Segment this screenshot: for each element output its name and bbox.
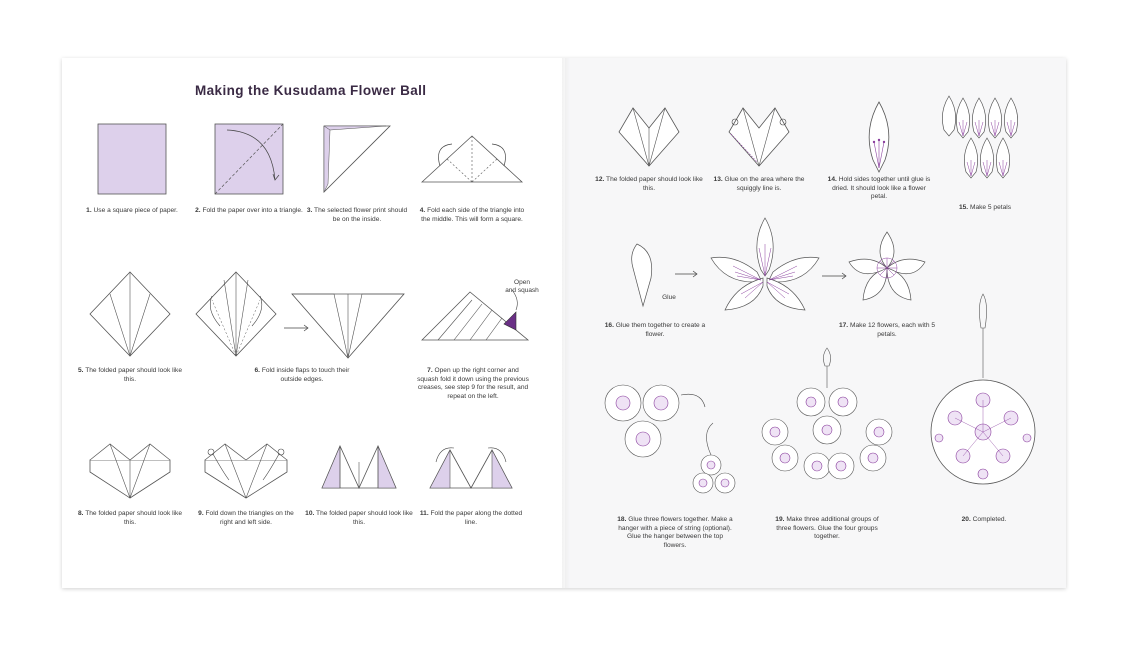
glue-label: Glue bbox=[662, 294, 676, 301]
step-14-illustration bbox=[861, 100, 897, 174]
step-17-caption: 17. Make 12 flowers, each with 5 petals. bbox=[838, 322, 936, 338]
step-11-caption: 11. Fold the paper along the dotted line. bbox=[419, 510, 523, 526]
step-15-illustration bbox=[949, 96, 1023, 194]
step-19-caption: 19. Make three additional groups of three flowers. Glue the four groups together. bbox=[775, 516, 879, 541]
step-17-illustration bbox=[847, 230, 927, 306]
right-page bbox=[565, 58, 1066, 588]
arrow-to-step-17 bbox=[820, 272, 850, 280]
step-6-illustration bbox=[194, 270, 406, 360]
step-15-caption: 15. Make 5 petals bbox=[958, 204, 1012, 211]
left-page bbox=[62, 58, 565, 588]
step-10-illustration bbox=[320, 442, 398, 494]
step-9-illustration bbox=[203, 442, 289, 500]
step-10-caption: 10. The folded paper should look like this. bbox=[305, 510, 413, 526]
step-8-caption: 8. The folded paper should look like this. bbox=[78, 510, 182, 526]
open-book bbox=[62, 58, 1066, 588]
step-6-caption: 6. Fold inside flaps to touch their outside edges. bbox=[254, 367, 350, 383]
step-1-caption: 1. Use a square piece of paper. bbox=[86, 207, 178, 214]
step-11-illustration bbox=[428, 442, 514, 494]
step-4-illustration bbox=[420, 132, 524, 188]
step-18-illustration bbox=[599, 383, 745, 501]
step-2-caption: 2. Fold the paper over into a triangle. bbox=[195, 207, 303, 214]
step-3-caption: 3. The selected flower print should be on the inside. bbox=[306, 207, 408, 223]
step-9-caption: 9. Fold down the triangles on the right and left side. bbox=[198, 510, 294, 526]
step-4-caption: 4. Fold each side of the triangle into the middle. This will form a square. bbox=[419, 207, 525, 223]
step-2-illustration bbox=[213, 122, 285, 196]
step-13-caption: 13. Glue on the area where the squiggly line is. bbox=[713, 176, 805, 192]
step-1-illustration bbox=[96, 122, 168, 196]
step-5-caption: 5. The folded paper should look like this. bbox=[78, 367, 182, 383]
step-13-illustration bbox=[727, 104, 791, 170]
step-16-flower-illustration bbox=[705, 214, 825, 314]
open-squash-label: Open and squash bbox=[505, 279, 539, 294]
page-title: Making the Kusudama Flower Ball bbox=[195, 83, 427, 98]
step-12-illustration bbox=[617, 104, 681, 168]
step-20-illustration bbox=[927, 292, 1039, 498]
step-16-caption: 16. Glue them together to create a flower. bbox=[604, 322, 706, 338]
step-14-caption: 14. Hold sides together until glue is dried. It should look like a flower petal. bbox=[827, 176, 931, 201]
step-12-caption: 12. The folded paper should look like this. bbox=[595, 176, 703, 192]
step-3-illustration bbox=[320, 122, 394, 196]
step-18-caption: 18. Glue three flowers together. Make a hanger with a piece of string (optional). Glue the hanger between the top flowers. bbox=[617, 516, 733, 549]
step-8-illustration bbox=[88, 442, 172, 500]
step-19-illustration bbox=[755, 346, 899, 494]
step-5-illustration bbox=[88, 270, 172, 360]
book-gutter bbox=[562, 58, 570, 588]
step-7-caption: 7. Open up the right corner and squash fold it down using the previous creases, see step 9 for the result, and repeat on the left. bbox=[417, 367, 529, 400]
step-20-caption: 20. Completed. bbox=[961, 516, 1007, 523]
